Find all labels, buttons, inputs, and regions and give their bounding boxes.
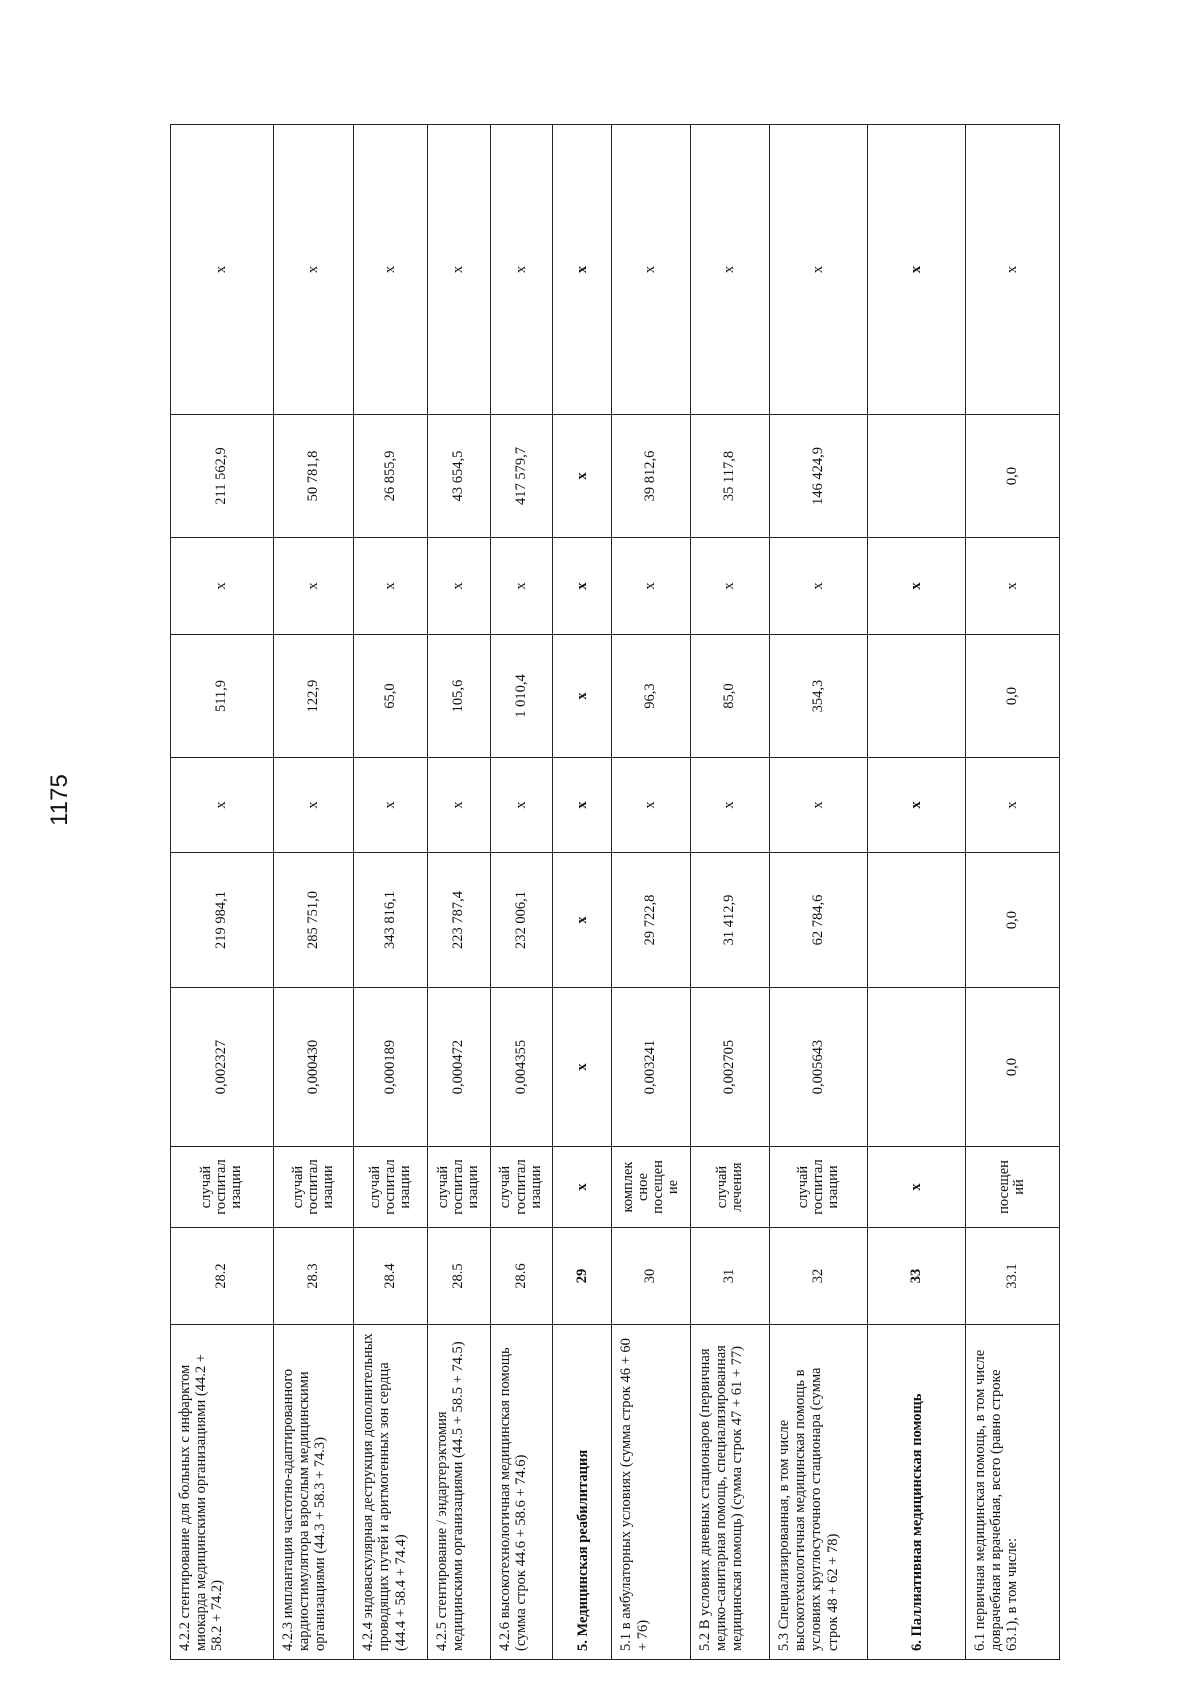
- cell-c1: 0,004355: [490, 988, 552, 1147]
- cell-c7: х: [769, 125, 867, 415]
- cell-line: 28.2: [171, 1228, 274, 1325]
- cell-line: 33: [868, 1228, 965, 1325]
- table-row: [428, 125, 490, 1660]
- cell-c7: х: [171, 125, 274, 415]
- cell-line: 30: [612, 1228, 690, 1325]
- cell-unit: случай госпитал изации: [428, 1147, 490, 1228]
- table-row: [171, 125, 274, 1660]
- cell-unit: случай госпитал изации: [490, 1147, 552, 1228]
- cell-unit: х: [868, 1147, 965, 1228]
- cell-unit: случай лечения: [690, 1147, 769, 1228]
- cell-c7: х: [553, 125, 612, 415]
- cell-c4: 354,3: [769, 635, 867, 758]
- cell-c3: х: [171, 758, 274, 853]
- cell-c3: х: [612, 758, 690, 853]
- cell-name: 6.1 первичная медицинская помощь, в том числе доврачебная и врачебная, всего (равно строке 63.1), в том числе:: [965, 1325, 1059, 1660]
- table-row: [868, 125, 965, 1660]
- cell-c4: 105,6: [428, 635, 490, 758]
- cell-line: 28.5: [428, 1228, 490, 1325]
- page-number: 1175: [46, 774, 73, 826]
- cell-c6: 50 781,8: [273, 415, 353, 538]
- cell-c3: х: [273, 758, 353, 853]
- table-row: [354, 125, 428, 1660]
- cell-c1: 0,000472: [428, 988, 490, 1147]
- table-row: [769, 125, 867, 1660]
- cell-unit: посещен ий: [965, 1147, 1059, 1228]
- cell-c7: х: [428, 125, 490, 415]
- cell-line: 33.1: [965, 1228, 1059, 1325]
- cell-c4: 0,0: [965, 635, 1059, 758]
- table-row: [612, 125, 690, 1660]
- cell-c6: 0,0: [965, 415, 1059, 538]
- cell-c2: 29 722,8: [612, 853, 690, 988]
- cell-unit: случай госпитал изации: [273, 1147, 353, 1228]
- cell-c1: 0,000430: [273, 988, 353, 1147]
- cell-c7: х: [965, 125, 1059, 415]
- table-row: [965, 125, 1059, 1660]
- cell-c7: х: [690, 125, 769, 415]
- cell-name: 5.2 В условиях дневных стационаров (первичная медико-санитарная помощь, специализированная медицинская помощь) (сумма строк 47 + 61 + 77): [690, 1325, 769, 1660]
- cell-unit: случай госпитал изации: [354, 1147, 428, 1228]
- cell-c2: 223 787,4: [428, 853, 490, 988]
- cell-c2: 285 751,0: [273, 853, 353, 988]
- cell-c2: 232 006,1: [490, 853, 552, 988]
- cell-c4: 511,9: [171, 635, 274, 758]
- cell-c1: 0,002327: [171, 988, 274, 1147]
- cell-c2: 31 412,9: [690, 853, 769, 988]
- cell-name: 4.2.3 имплантация частотно-адаптированного кардиостимулятора взрослым медицинскими организациями (44.3 + 58.3 + 74.3): [273, 1325, 353, 1660]
- cell-c3: х: [965, 758, 1059, 853]
- cell-c2: 0,0: [965, 853, 1059, 988]
- cell-c5: х: [690, 538, 769, 635]
- cell-name: 6. Паллиативная медицинская помощь: [868, 1325, 965, 1660]
- cell-c5: х: [273, 538, 353, 635]
- cell-c6: 43 654,5: [428, 415, 490, 538]
- cell-c5: х: [965, 538, 1059, 635]
- cell-c4: [868, 635, 965, 758]
- cell-name: 4.2.6 высокотехнологичная медицинская помощь (сумма строк 44.6 + 58.6 + 74.6): [490, 1325, 552, 1660]
- cell-c1: х: [553, 988, 612, 1147]
- cell-c4: х: [553, 635, 612, 758]
- cell-c6: 35 117,8: [690, 415, 769, 538]
- cell-c7: х: [868, 125, 965, 415]
- cell-c3: х: [490, 758, 552, 853]
- cell-c5: х: [769, 538, 867, 635]
- cell-c4: 65,0: [354, 635, 428, 758]
- cell-line: 28.3: [273, 1228, 353, 1325]
- cell-name: 4.2.4 эндоваскулярная деструкция дополнительных проводящих путей и аритмогенных зон сердца (44.4 + 58.4 + 74.4): [354, 1325, 428, 1660]
- cell-line: 28.6: [490, 1228, 552, 1325]
- cell-line: 29: [553, 1228, 612, 1325]
- cell-line: 28.4: [354, 1228, 428, 1325]
- cell-c7: х: [273, 125, 353, 415]
- cell-c6: 39 812,6: [612, 415, 690, 538]
- cell-c6: 211 562,9: [171, 415, 274, 538]
- cell-c4: 96,3: [612, 635, 690, 758]
- cell-c1: 0,0: [965, 988, 1059, 1147]
- cell-name: 4.2.2 стентирование для больных с инфарктом миокарда медицинскими организациями (44.2 + 58.2 + 74.2): [171, 1325, 274, 1660]
- cell-c5: х: [490, 538, 552, 635]
- cell-c2: 219 984,1: [171, 853, 274, 988]
- rotated-table-container: [170, 125, 1060, 1660]
- cell-name: 5. Медицинская реабилитация: [553, 1325, 612, 1660]
- cell-name: 5.1 в амбулаторных условиях (сумма строк 46 + 60 + 76): [612, 1325, 690, 1660]
- cell-c7: х: [612, 125, 690, 415]
- financing-table: [170, 124, 1060, 1660]
- cell-c3: х: [553, 758, 612, 853]
- cell-c2: х: [553, 853, 612, 988]
- cell-c5: х: [354, 538, 428, 635]
- cell-c2: 62 784,6: [769, 853, 867, 988]
- cell-unit: х: [553, 1147, 612, 1228]
- cell-c5: х: [428, 538, 490, 635]
- cell-c5: х: [171, 538, 274, 635]
- cell-c3: х: [690, 758, 769, 853]
- cell-c6: х: [553, 415, 612, 538]
- table-row: [553, 125, 612, 1660]
- cell-c5: х: [868, 538, 965, 635]
- cell-name: 5.3 Специализированная, в том числе высокотехнологичная медицинская помощь в условиях круглосуточного стационара (сумма строк 48 + 62 + 78): [769, 1325, 867, 1660]
- cell-c7: х: [354, 125, 428, 415]
- cell-c5: х: [612, 538, 690, 635]
- cell-unit: комплек сное посещен ие: [612, 1147, 690, 1228]
- cell-c1: 0,005643: [769, 988, 867, 1147]
- cell-line: 31: [690, 1228, 769, 1325]
- cell-c3: х: [354, 758, 428, 853]
- cell-c4: 1 010,4: [490, 635, 552, 758]
- cell-unit: случай госпитал изации: [171, 1147, 274, 1228]
- cell-line: 32: [769, 1228, 867, 1325]
- cell-c4: 85,0: [690, 635, 769, 758]
- cell-unit: случай госпитал изации: [769, 1147, 867, 1228]
- cell-c3: х: [868, 758, 965, 853]
- cell-c6: [868, 415, 965, 538]
- cell-c2: [868, 853, 965, 988]
- cell-c6: 417 579,7: [490, 415, 552, 538]
- table-row: [490, 125, 552, 1660]
- table-row: [273, 125, 353, 1660]
- cell-c6: 26 855,9: [354, 415, 428, 538]
- cell-c4: 122,9: [273, 635, 353, 758]
- cell-c2: 343 816,1: [354, 853, 428, 988]
- cell-c5: х: [553, 538, 612, 635]
- cell-c1: 0,000189: [354, 988, 428, 1147]
- cell-c1: [868, 988, 965, 1147]
- cell-c1: 0,003241: [612, 988, 690, 1147]
- cell-c6: 146 424,9: [769, 415, 867, 538]
- cell-c1: 0,002705: [690, 988, 769, 1147]
- cell-c7: х: [490, 125, 552, 415]
- table-row: [690, 125, 769, 1660]
- cell-c3: х: [428, 758, 490, 853]
- cell-name: 4.2.5 стентирование / эндартерэктомия медицинскими организациями (44.5 + 58.5 + 74.5): [428, 1325, 490, 1660]
- cell-c3: х: [769, 758, 867, 853]
